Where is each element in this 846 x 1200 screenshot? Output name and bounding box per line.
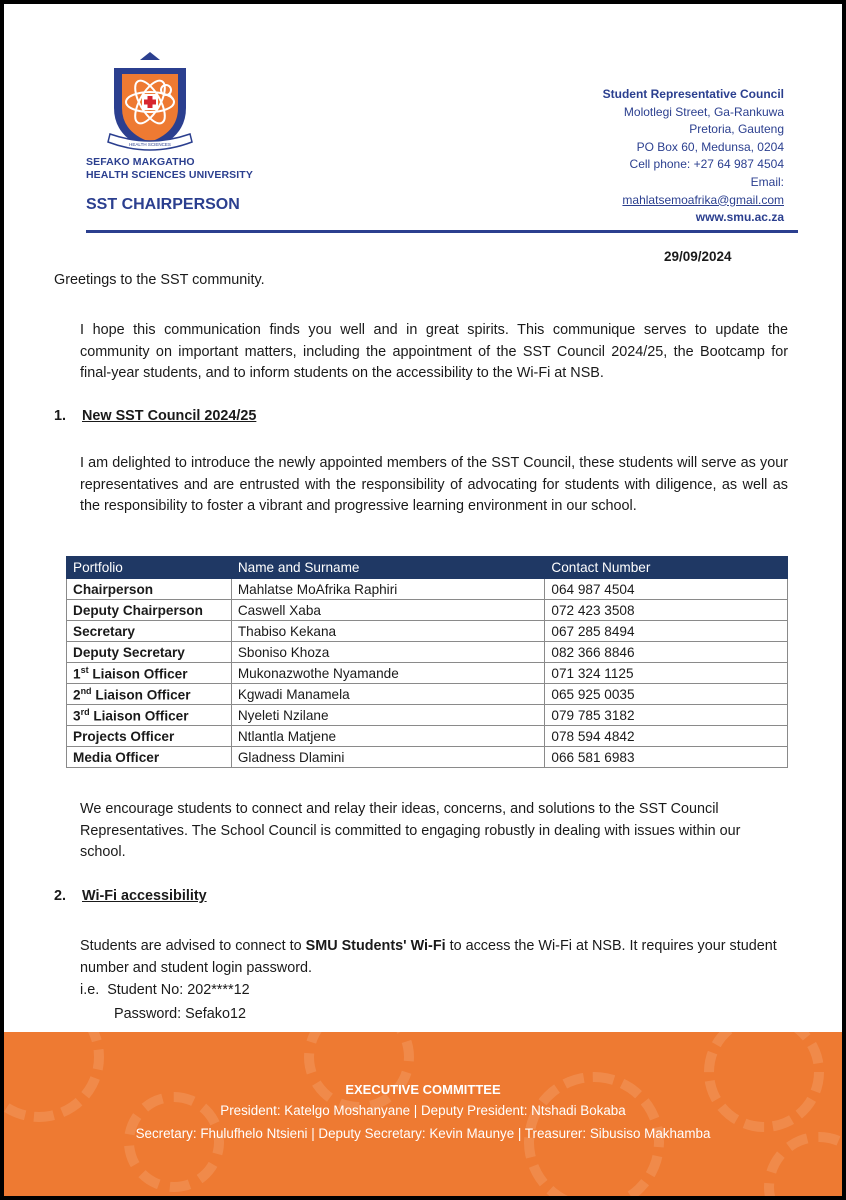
section-heading-council [54, 408, 256, 424]
src-address-line1: Molotlegi Street, Ga-Rankuwa [623, 104, 784, 119]
table-row [67, 579, 788, 600]
council-closing-paragraph: We encourage students to connect and relay their ideas, concerns, and solutions to the SST Council Representatives. The School Council is committed to engaging robustly in dealing with issues within our school. [80, 801, 741, 860]
cell-contact-number: 079 785 3182 [545, 705, 788, 726]
wifi-network-name: SMU Students' Wi-Fi [305, 938, 446, 954]
section-title: New SST Council 2024/25 [82, 408, 257, 424]
portfolio-title: Liaison Officer [92, 666, 188, 682]
cell-name: Gladness Dlamini [231, 747, 545, 768]
column-header-portfolio: Portfolio [67, 557, 232, 579]
table-row [67, 726, 788, 747]
src-title: Student Representative Council [602, 87, 784, 101]
executive-committee-footer [4, 1032, 842, 1196]
wifi-text-before: Students are advised to connect to [80, 938, 306, 954]
wifi-paragraph [80, 936, 788, 979]
portfolio-title: Liaison Officer [95, 687, 191, 703]
council-members-table [66, 556, 788, 768]
letter-page [4, 4, 842, 1196]
table-row [67, 600, 788, 621]
footer-line-1: President: Katelgo Moshanyane | Deputy President: Ntshadi Bokaba [220, 1103, 626, 1118]
table-row [67, 642, 788, 663]
cell-contact-number: 067 285 8494 [545, 621, 788, 642]
src-website[interactable]: www.smu.ac.za [695, 210, 784, 225]
cell-portfolio [67, 684, 232, 705]
portfolio-ordinal-suffix: st [80, 664, 89, 675]
section-heading-wifi [54, 888, 207, 904]
cell-contact-number: 065 925 0035 [545, 684, 788, 705]
cell-portfolio: Deputy Secretary [67, 642, 232, 663]
section-number: 2. [54, 888, 67, 904]
table-header-row [67, 557, 788, 579]
cell-name: Mahlatse MoAfrika Raphiri [231, 579, 545, 600]
header-divider [86, 230, 798, 233]
src-email-link[interactable]: mahlatsemoafrika@gmail.com [622, 192, 784, 207]
university-name [86, 156, 286, 182]
cell-portfolio [67, 663, 232, 684]
council-intro-paragraph: I am delighted to introduce the newly appointed members of the SST Council, these students will serve as your representatives and are entrusted with the responsibility of advocating for students with diligence, as well as the responsibility to foster a vibrant and progressive learning environment in our school. [80, 455, 788, 514]
intro-paragraph: I hope this communication finds you well and in great spirits. This communique serves to update the community on important matters, including the appointment of the SST Council 2024/25, the Bootcamp for final-year students, and to inform students on the accessibility to the Wi-Fi at NSB. [80, 322, 788, 381]
office-title: SST CHAIRPERSON [86, 196, 240, 213]
cell-portfolio [67, 705, 232, 726]
src-cell-phone: Cell phone: +27 64 987 4504 [629, 157, 784, 172]
footer-title: EXECUTIVE COMMITTEE [345, 1082, 501, 1097]
footer-line-2: Secretary: Fhulufhelo Ntsieni | Deputy Secretary: Kevin Maunye | Treasurer: Sibusiso Makhamba [135, 1126, 711, 1141]
cell-name: Nyeleti Nzilane [231, 705, 545, 726]
logo-motto-text: HEALTH SCIENCES [129, 142, 171, 147]
table-row [67, 747, 788, 768]
cell-contact-number: 082 366 8846 [545, 642, 788, 663]
cell-name: Thabiso Kekana [231, 621, 545, 642]
src-contact-block [484, 86, 784, 227]
table-row [67, 663, 788, 684]
section-number: 1. [54, 408, 67, 424]
portfolio-ordinal-suffix: rd [80, 706, 90, 717]
portfolio-title: Liaison Officer [93, 708, 189, 724]
cell-name: Sboniso Khoza [231, 642, 545, 663]
section-title: Wi-Fi accessibility [82, 888, 207, 904]
portfolio-ordinal-suffix: nd [80, 685, 92, 696]
cell-portfolio: Projects Officer [67, 726, 232, 747]
university-name-line1: SEFAKO MAKGATHO [86, 156, 195, 168]
gear-decoration-icon [764, 1132, 842, 1196]
table-row [67, 621, 788, 642]
portfolio-ordinal-number: 2 [73, 687, 81, 703]
cell-name: Caswell Xaba [231, 600, 545, 621]
table-body [67, 579, 788, 768]
cell-name: Ntlantla Matjene [231, 726, 545, 747]
cell-contact-number: 072 423 3508 [545, 600, 788, 621]
src-address-line2: Pretoria, Gauteng [689, 122, 784, 137]
greeting: Greetings to the SST community. [54, 272, 265, 288]
src-email-label: Email: [750, 174, 784, 189]
university-name-line2: HEALTH SCIENCES UNIVERSITY [86, 169, 253, 181]
column-header-name: Name and Surname [231, 557, 545, 579]
cell-portfolio: Media Officer [67, 747, 232, 768]
university-crest-logo [100, 46, 200, 156]
table-row [67, 684, 788, 705]
cell-portfolio: Deputy Chairperson [67, 600, 232, 621]
cell-portfolio: Secretary [67, 621, 232, 642]
wifi-password-example: Password: Sefako12 [114, 1006, 246, 1022]
table-row [67, 705, 788, 726]
portfolio-ordinal-number: 3 [73, 708, 81, 724]
cell-name: Mukonazwothe Nyamande [231, 663, 545, 684]
cell-contact-number: 064 987 4504 [545, 579, 788, 600]
portfolio-ordinal-number: 1 [73, 666, 81, 682]
cell-contact-number: 071 324 1125 [545, 663, 788, 684]
cell-contact-number: 066 581 6983 [545, 747, 788, 768]
cell-contact-number: 078 594 4842 [545, 726, 788, 747]
column-header-contact: Contact Number [545, 557, 788, 579]
cell-portfolio: Chairperson [67, 579, 232, 600]
wifi-student-number-example: i.e. Student No: 202****12 [80, 982, 250, 998]
letter-date: 29/09/2024 [664, 249, 732, 264]
wifi-text-after: to access the Wi-Fi at NSB. It requires your student number and student login password. [80, 938, 777, 976]
gear-decoration-icon [304, 1032, 414, 1112]
src-po-box: PO Box 60, Medunsa, 0204 [636, 139, 784, 154]
cell-name: Kgwadi Manamela [231, 684, 545, 705]
